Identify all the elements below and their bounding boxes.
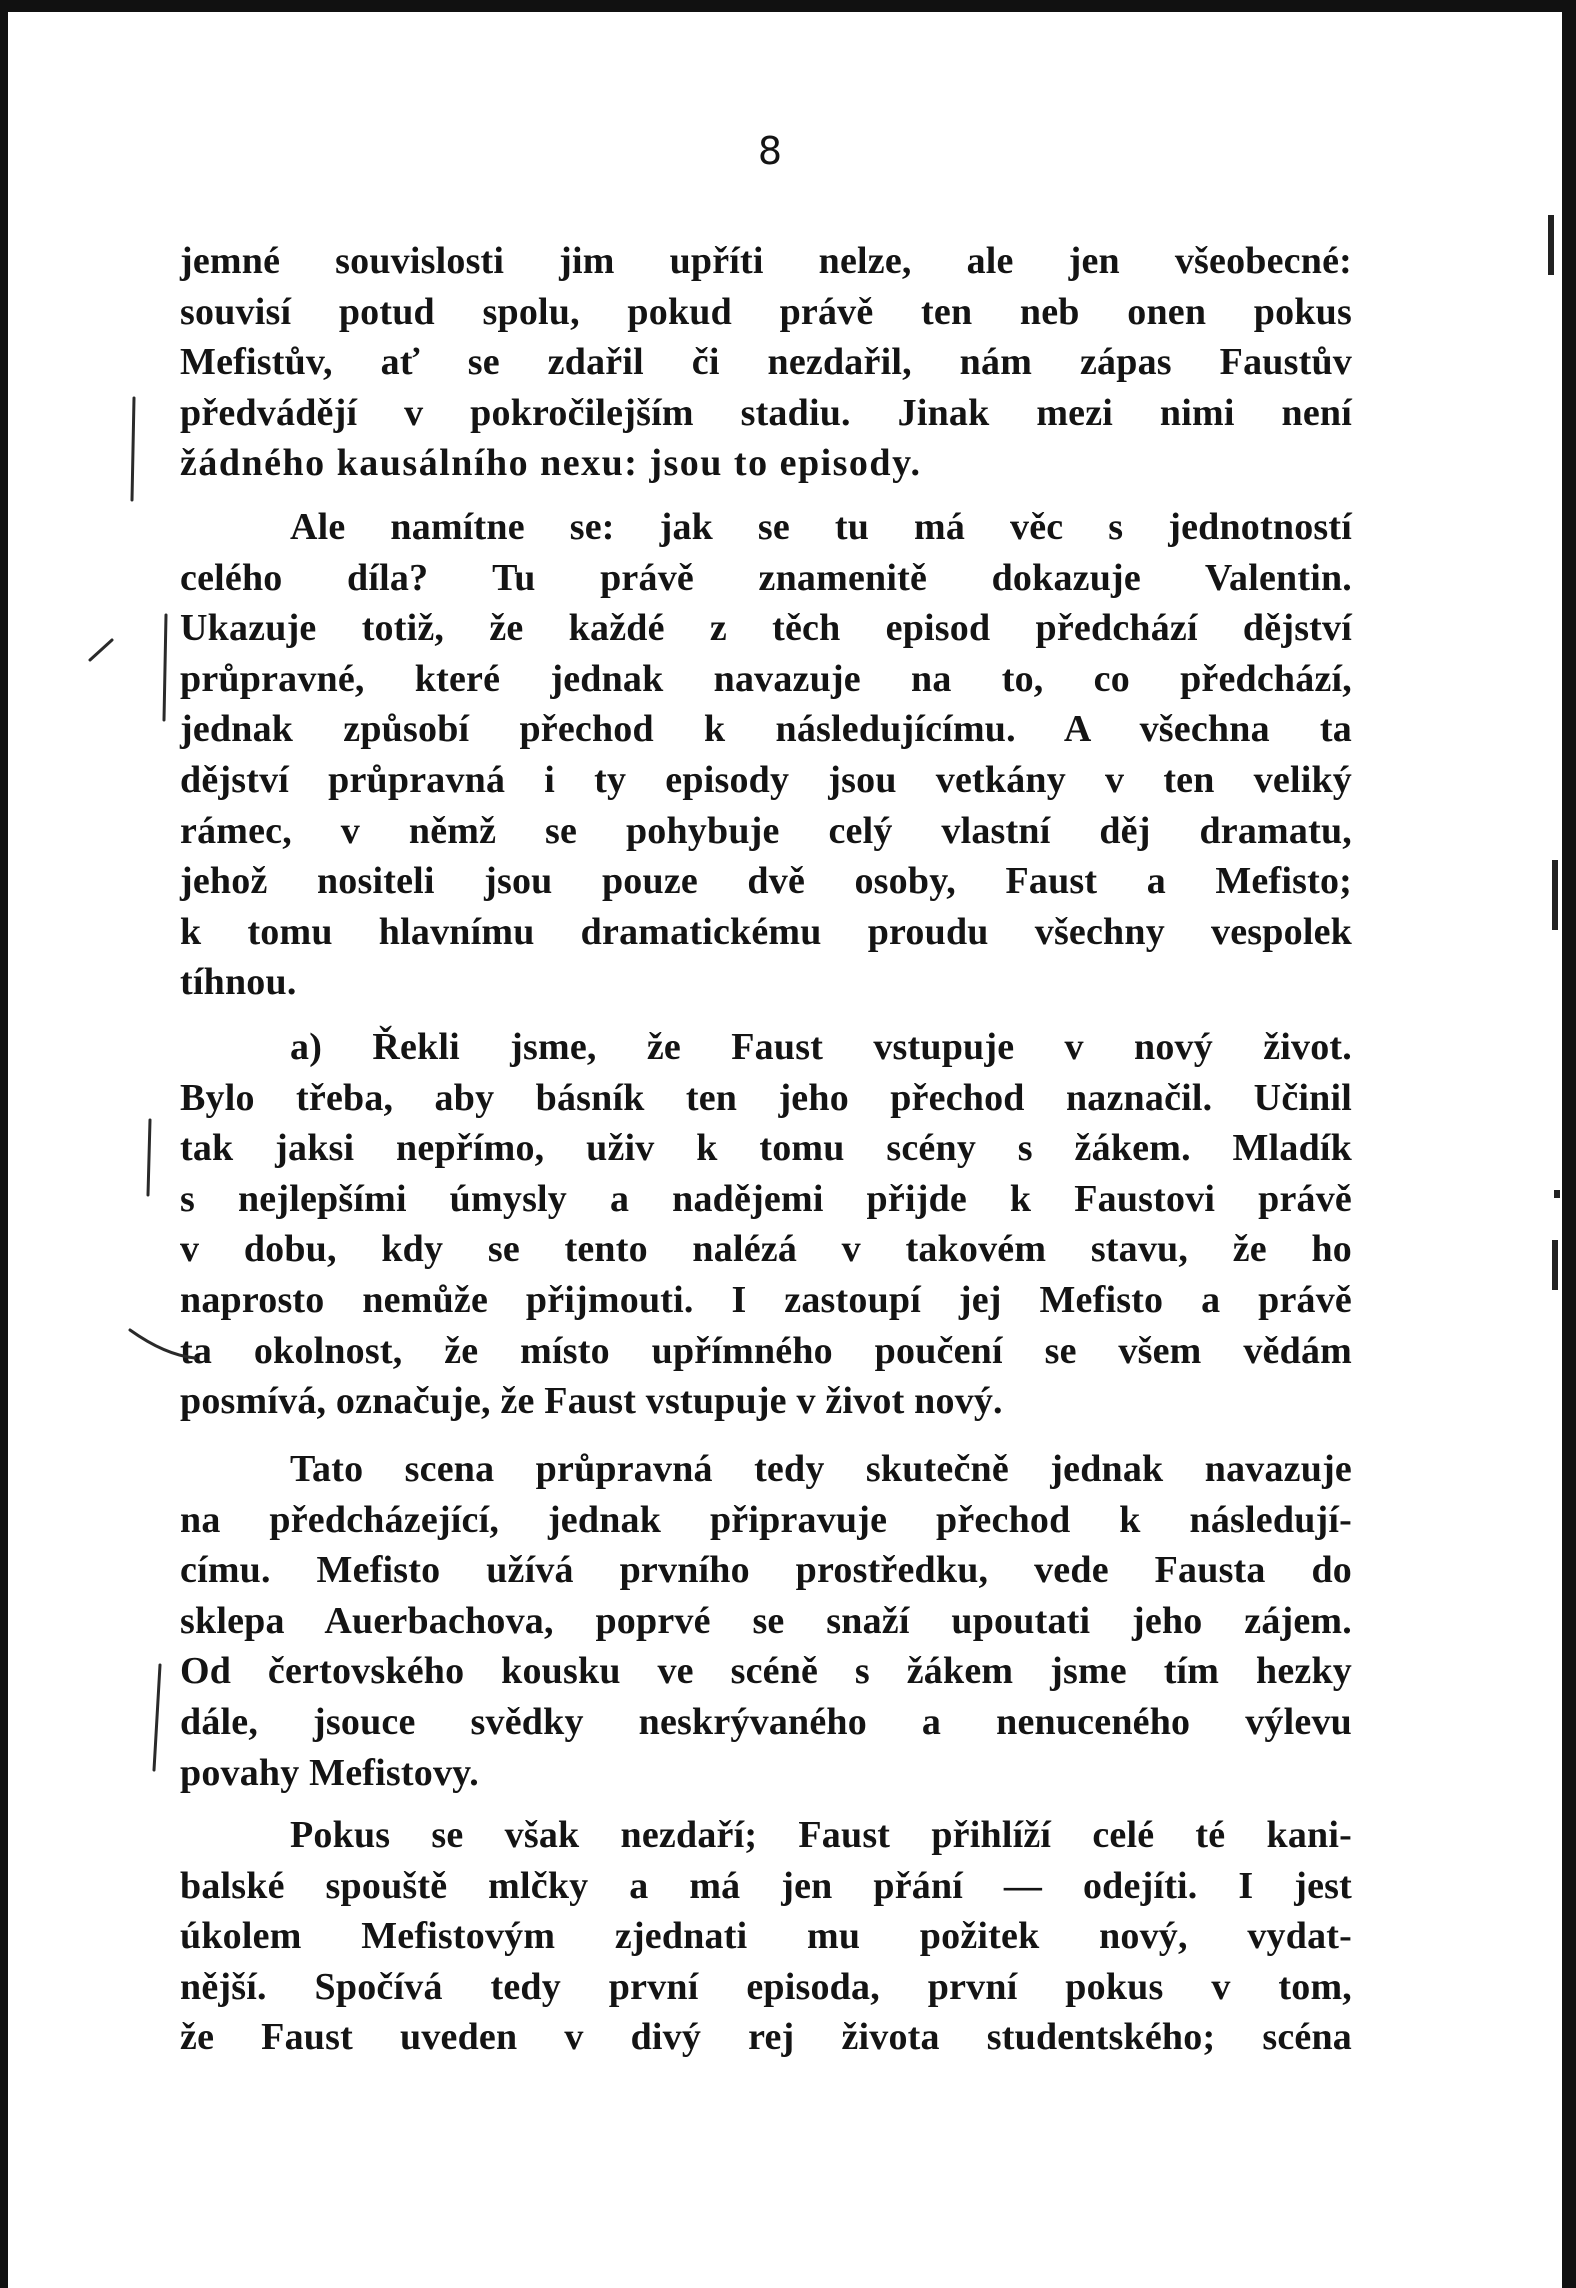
text-line: v dobu, kdy se tento nalézá v takovém stavu, že ho bbox=[180, 1228, 1352, 1271]
text-line: nější. Spočívá tedy první episoda, první pokus v tom, bbox=[180, 1965, 1352, 2008]
margin-bracket-mark bbox=[148, 1120, 150, 1195]
margin-bracket-mark bbox=[132, 398, 134, 500]
text-line: dále, jsouce svědky neskrývaného a nenuceného výlevu bbox=[180, 1700, 1352, 1743]
text-line: průpravné, které jednak navazuje na to, co předchází, bbox=[180, 657, 1352, 700]
text-line: povahy Mefistovy. bbox=[180, 1751, 479, 1794]
scan-border-left bbox=[0, 0, 8, 2288]
edge-mark bbox=[1554, 1190, 1560, 1198]
text-line: na předcházející, jednak připravuje přechod k následují- bbox=[180, 1498, 1352, 1541]
text-line: Ale namítne se: jak se tu má věc s jednotností bbox=[290, 506, 1352, 548]
text-line: naprosto nemůže přijmouti. I zastoupí jej Mefisto a právě bbox=[180, 1278, 1352, 1321]
text-line: sklepa Auerbachova, poprvé se snaží upoutati jeho zájem. bbox=[180, 1599, 1352, 1642]
text-line: Ukazuje totiž, že každé z těch episod předchází dějství bbox=[180, 607, 1352, 650]
text-line: žádného kausálního nexu: jsou to episody. bbox=[180, 442, 922, 485]
text-line: címu. Mefisto užívá prvního prostředku, vede Fausta do bbox=[180, 1549, 1352, 1592]
text-line: souvisí potud spolu, pokud právě ten neb onen pokus bbox=[180, 290, 1352, 333]
edge-mark bbox=[1552, 1240, 1558, 1290]
text-line: a) Řekli jsme, že Faust vstupuje v nový život. bbox=[290, 1026, 1352, 1068]
text-line: tíhnou. bbox=[180, 961, 297, 1004]
text-line: posmívá, označuje, že Faust vstupuje v život nový. bbox=[180, 1380, 1003, 1423]
margin-bracket-mark bbox=[164, 615, 166, 720]
text-line: Od čertovského kousku ve scéně s žákem jsme tím hezky bbox=[180, 1650, 1352, 1693]
paragraph-3 bbox=[180, 1022, 1352, 1427]
text-line: úkolem Mefistovým zjednati mu požitek nový, vydat- bbox=[180, 1915, 1352, 1958]
text-line: celého díla? Tu právě znamenitě dokazuje Valentin. bbox=[180, 556, 1352, 599]
text-line: Bylo třeba, aby básník ten jeho přechod naznačil. Učinil bbox=[180, 1076, 1352, 1119]
paragraph-5 bbox=[180, 1810, 1352, 2063]
text-line: balské spouště mlčky a má jen přání — odejíti. I jest bbox=[180, 1864, 1352, 1907]
edge-mark bbox=[1552, 860, 1558, 930]
text-line: že Faust uveden v divý rej života studentského; scéna bbox=[180, 2016, 1352, 2059]
edge-mark bbox=[1548, 215, 1554, 275]
margin-bracket-mark bbox=[154, 1665, 160, 1770]
scan-border-right bbox=[1562, 0, 1576, 2288]
text-line: jemné souvislosti jim upříti nelze, ale jen všeobecné: bbox=[180, 240, 1352, 282]
text-line: jehož nositeli jsou pouze dvě osoby, Faust a Mefisto; bbox=[180, 860, 1352, 903]
scan-border-top bbox=[0, 0, 1576, 12]
text-line: rámec, v němž se pohybuje celý vlastní děj dramatu, bbox=[180, 809, 1352, 852]
paragraph-4 bbox=[180, 1444, 1352, 1798]
paragraph-2 bbox=[180, 502, 1352, 1008]
text-line: jednak způsobí přechod k následujícímu. A všechna ta bbox=[180, 708, 1352, 751]
text-line: tak jaksi nepřímo, uživ k tomu scény s žákem. Mladík bbox=[180, 1127, 1352, 1170]
page-number: 8 bbox=[757, 129, 783, 173]
text-line: k tomu hlavnímu dramatickému proudu všechny vespolek bbox=[180, 910, 1352, 953]
text-line: Tato scena průpravná tedy skutečně jednak navazuje bbox=[290, 1448, 1352, 1490]
text-line: ta okolnost, že místo upřímného poučení se všem vědám bbox=[180, 1329, 1352, 1372]
text-line: Pokus se však nezdaří; Faust přihlíží celé té kani- bbox=[290, 1814, 1352, 1856]
paragraph-1 bbox=[180, 236, 1352, 489]
margin-slash-mark bbox=[90, 640, 112, 660]
text-line: s nejlepšími úmysly a nadějemi přijde k Faustovi právě bbox=[180, 1177, 1352, 1220]
text-line: předvádějí v pokročilejším stadiu. Jinak mezi nimi není bbox=[180, 391, 1352, 434]
text-line: dějství průpravná i ty episody jsou vetkány v ten veliký bbox=[180, 758, 1352, 801]
text-line: Mefistův, ať se zdařil či nezdařil, nám zápas Faustův bbox=[180, 341, 1352, 384]
